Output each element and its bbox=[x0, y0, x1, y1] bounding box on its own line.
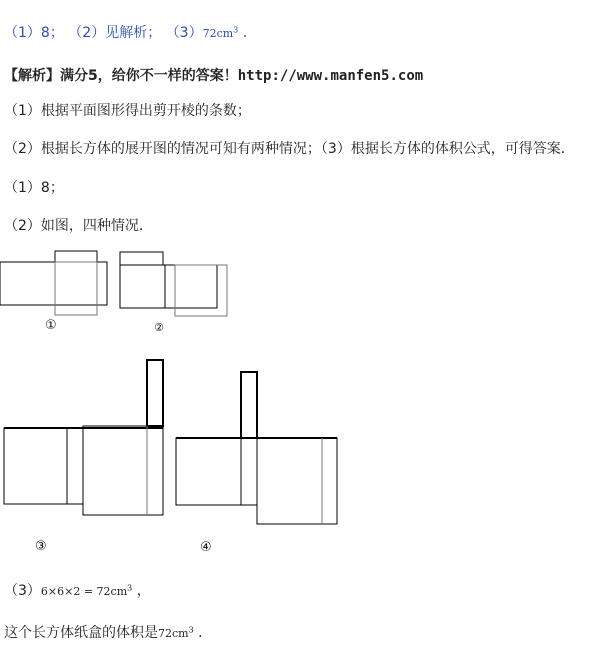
net-figure-2 bbox=[120, 252, 227, 316]
figure-label-1: ① bbox=[45, 318, 57, 333]
calc-prefix: （3） bbox=[4, 583, 41, 599]
net-figure-1 bbox=[0, 251, 107, 315]
calc-end: ， bbox=[136, 583, 151, 599]
conclusion-text: 这个长方体纸盒的体积是 bbox=[4, 625, 158, 641]
analysis-line-1: （1）根据平面图形得出剪开棱的条数； bbox=[4, 103, 251, 119]
net-figure-4 bbox=[176, 372, 337, 524]
analysis-line-2: （2）根据长方体的展开图的情况可知有两种情况；（3）根据长方体的体积公式，可得答案． bbox=[4, 141, 575, 157]
analysis-url: http://www.manfen5.com bbox=[237, 68, 424, 84]
figure-label-3: ③ bbox=[35, 539, 47, 554]
analysis-site-text: 满分5，给你不一样的答案！ bbox=[60, 68, 238, 84]
net-figure-3 bbox=[4, 360, 163, 515]
calc-expression: $6\times 6\times 2 = 72cm^3$ bbox=[40, 583, 133, 598]
solution-line-1: （1）8； bbox=[4, 180, 64, 196]
figure-label-4: ④ bbox=[200, 540, 212, 555]
analysis-tag: 【解析】 bbox=[4, 68, 60, 84]
answer-volume: $72cm^3$ bbox=[202, 25, 239, 40]
answer-part-3: （3） bbox=[165, 25, 203, 41]
figure-label-2: ② bbox=[154, 321, 164, 334]
answer-part-2: （2）见解析； bbox=[68, 25, 162, 41]
solution-line-2: （2）如图，四种情况． bbox=[4, 218, 153, 234]
conclusion-volume: $72cm^3$ bbox=[158, 625, 194, 640]
answer-end: ． bbox=[242, 25, 257, 41]
answer-part-1: （1）8； bbox=[4, 25, 64, 41]
conclusion-end: ． bbox=[198, 625, 213, 641]
conclusion-line bbox=[4, 622, 212, 642]
calc-line bbox=[4, 580, 151, 600]
